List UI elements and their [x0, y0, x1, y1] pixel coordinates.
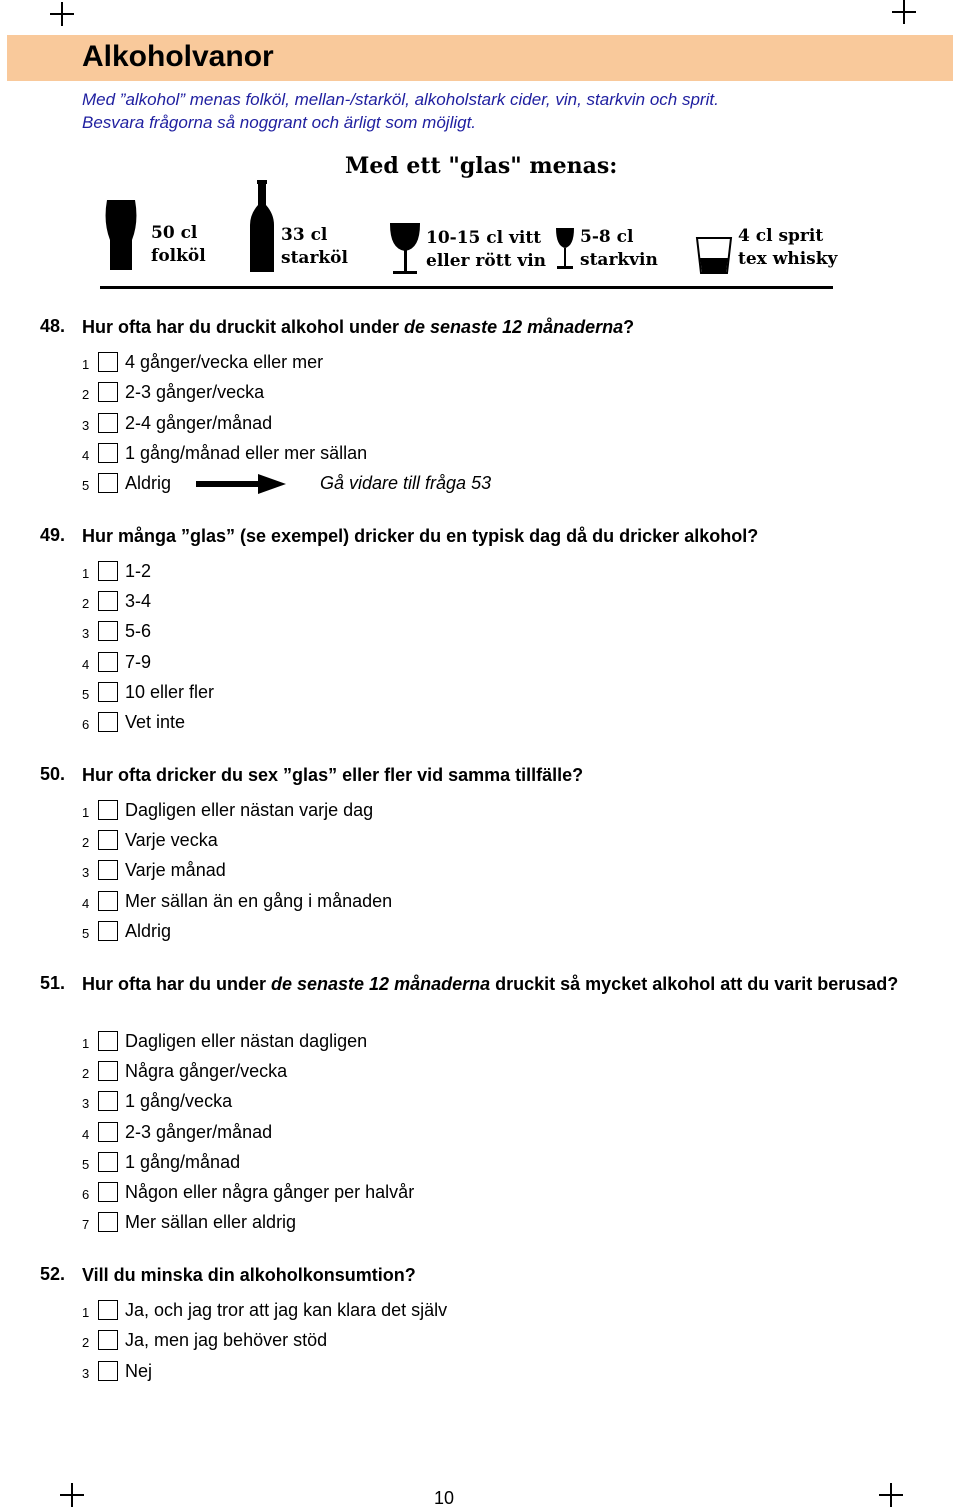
option-checkbox[interactable] [98, 921, 118, 941]
option-code: 6 [82, 717, 90, 732]
option-checkbox[interactable] [98, 591, 118, 611]
crop-mark-top-right-icon [892, 0, 916, 24]
option-label: 7-9 [125, 652, 152, 672]
option-label: Varje månad [125, 860, 226, 880]
crop-mark-top-left-icon [50, 2, 74, 26]
option-label: 10 eller fler [125, 682, 215, 702]
option-checkbox[interactable] [98, 443, 118, 463]
option-code: 3 [82, 418, 90, 433]
glass-item-1-line2: folköl [151, 246, 206, 266]
page-title: Alkoholvanor [82, 40, 274, 73]
crop-mark-bottom-left-icon [60, 1483, 84, 1507]
option-label: Mer sällan än en gång i månaden [125, 891, 393, 911]
question-number: 51. [40, 973, 66, 993]
option-label: 1 gång/månad [125, 1152, 241, 1172]
option-code: 2 [82, 596, 90, 611]
option-checkbox[interactable] [98, 352, 118, 372]
option-checkbox[interactable] [98, 1330, 118, 1350]
question-number: 49. [40, 525, 66, 545]
option-checkbox[interactable] [98, 1091, 118, 1111]
beer-bottle-icon [250, 180, 274, 272]
option-code: 3 [82, 1366, 90, 1381]
question-number: 50. [40, 764, 66, 784]
glass-item-4-line2: starkvin [580, 250, 658, 270]
question-text: Vill du minska din alkoholkonsumtion? [82, 1265, 416, 1285]
question-text: Hur ofta har du druckit alkohol under de senaste 12 månaderna? [82, 317, 635, 337]
option-code: 4 [82, 896, 90, 911]
option-checkbox[interactable] [98, 1122, 118, 1142]
option-code: 5 [82, 1157, 90, 1172]
option-code: 1 [82, 1305, 90, 1320]
glass-figure-heading: Med ett "glas" menas: [345, 153, 618, 179]
option-checkbox[interactable] [98, 621, 118, 641]
wine-glass-icon [391, 224, 419, 274]
option-code: 1 [82, 805, 90, 820]
option-checkbox[interactable] [98, 830, 118, 850]
option-label: Ja, men jag behöver stöd [125, 1330, 328, 1350]
glass-item-2-line1: 33 cl [281, 225, 328, 245]
option-checkbox[interactable] [98, 1361, 118, 1381]
glass-figure-baseline [100, 286, 833, 289]
page-number: 10 [434, 1488, 455, 1508]
option-code: 5 [82, 926, 90, 941]
option-label: Nej [125, 1361, 153, 1381]
option-label: Aldrig [125, 921, 172, 941]
glass-definition-figure [95, 150, 840, 295]
glass-item-5-line1: 4 cl sprit [738, 226, 824, 246]
option-code: 1 [82, 357, 90, 372]
option-label: 1 gång/vecka [125, 1091, 233, 1111]
glass-item-4-line1: 5-8 cl [580, 227, 634, 247]
option-code: 3 [82, 626, 90, 641]
option-code: 1 [82, 566, 90, 581]
option-checkbox[interactable] [98, 1212, 118, 1232]
beer-glass-icon [106, 200, 137, 270]
question-text: Hur många ”glas” (se exempel) dricker du en typisk dag då du dricker alkohol? [82, 526, 759, 546]
question-number: 48. [40, 316, 66, 336]
question-text: Hur ofta dricker du sex ”glas” eller fler vid samma tillfälle? [82, 765, 584, 785]
option-code: 1 [82, 1036, 90, 1051]
option-label: Dagligen eller nästan varje dag [125, 800, 374, 820]
option-label: Mer sällan eller aldrig [125, 1212, 297, 1232]
option-checkbox[interactable] [98, 413, 118, 433]
option-code: 4 [82, 1127, 90, 1142]
fortified-wine-glass-icon [556, 228, 574, 269]
option-code: 7 [82, 1217, 90, 1232]
option-label: 2-3 gånger/månad [125, 1122, 273, 1142]
glass-item-1-line1: 50 cl [151, 223, 198, 243]
option-code: 2 [82, 387, 90, 402]
option-checkbox[interactable] [98, 800, 118, 820]
option-code: 3 [82, 1096, 90, 1111]
option-checkbox[interactable] [98, 860, 118, 880]
option-label: 1 gång/månad eller mer sällan [125, 443, 368, 463]
option-code: 2 [82, 1335, 90, 1350]
option-code: 5 [82, 478, 90, 493]
option-code: 6 [82, 1187, 90, 1202]
option-code: 4 [82, 657, 90, 672]
option-label: 3-4 [125, 591, 152, 611]
crop-mark-bottom-right-icon [879, 1483, 903, 1507]
option-code: 3 [82, 865, 90, 880]
option-label: Varje vecka [125, 830, 218, 850]
option-label: Någon eller några gånger per halvår [125, 1182, 415, 1202]
glass-item-3-line2: eller rött vin [426, 251, 547, 271]
intro-line-2: Besvara frågorna så noggrant och ärligt som möjligt. [82, 113, 477, 132]
question-number: 52. [40, 1264, 66, 1284]
option-label: Ja, och jag tror att jag kan klara det själv [125, 1300, 448, 1320]
option-checkbox[interactable] [98, 1031, 118, 1051]
option-label: Några gånger/vecka [125, 1061, 288, 1081]
glass-item-2-line2: starköl [281, 248, 348, 268]
glass-item-5-line2: tex whisky [738, 249, 838, 269]
option-label: Vet inte [125, 712, 186, 732]
question-text: Hur ofta har du under de senaste 12 månaderna druckit så mycket alkohol att du varit berusad? [82, 974, 899, 994]
option-label: 1-2 [125, 561, 152, 581]
option-checkbox[interactable] [98, 473, 118, 493]
option-checkbox[interactable] [98, 1061, 118, 1081]
option-label: 2-4 gånger/månad [125, 413, 273, 433]
option-checkbox[interactable] [98, 382, 118, 402]
option-code: 2 [82, 1066, 90, 1081]
option-checkbox[interactable] [98, 891, 118, 911]
option-checkbox[interactable] [98, 712, 118, 732]
option-code: 2 [82, 835, 90, 850]
option-label: Dagligen eller nästan dagligen [125, 1031, 368, 1051]
option-label: Aldrig [125, 473, 172, 493]
option-checkbox[interactable] [98, 1182, 118, 1202]
option-code: 5 [82, 687, 90, 702]
skip-instruction: Gå vidare till fråga 53 [320, 473, 492, 493]
intro-line-1: Med ”alkohol” menas folköl, mellan-/starköl, alkoholstark cider, vin, starkvin och sprit. [82, 90, 719, 109]
option-checkbox[interactable] [98, 1152, 118, 1172]
option-checkbox[interactable] [98, 652, 118, 672]
option-label: 5-6 [125, 621, 152, 641]
whisky-glass-icon [697, 238, 731, 273]
option-label: 4 gånger/vecka eller mer [125, 352, 324, 372]
option-checkbox[interactable] [98, 561, 118, 581]
glass-item-3-line1: 10-15 cl vitt [426, 228, 542, 248]
option-label: 2-3 gånger/vecka [125, 382, 265, 402]
option-checkbox[interactable] [98, 682, 118, 702]
option-code: 4 [82, 448, 90, 463]
option-checkbox[interactable] [98, 1300, 118, 1320]
arrow-right-icon [196, 474, 286, 494]
